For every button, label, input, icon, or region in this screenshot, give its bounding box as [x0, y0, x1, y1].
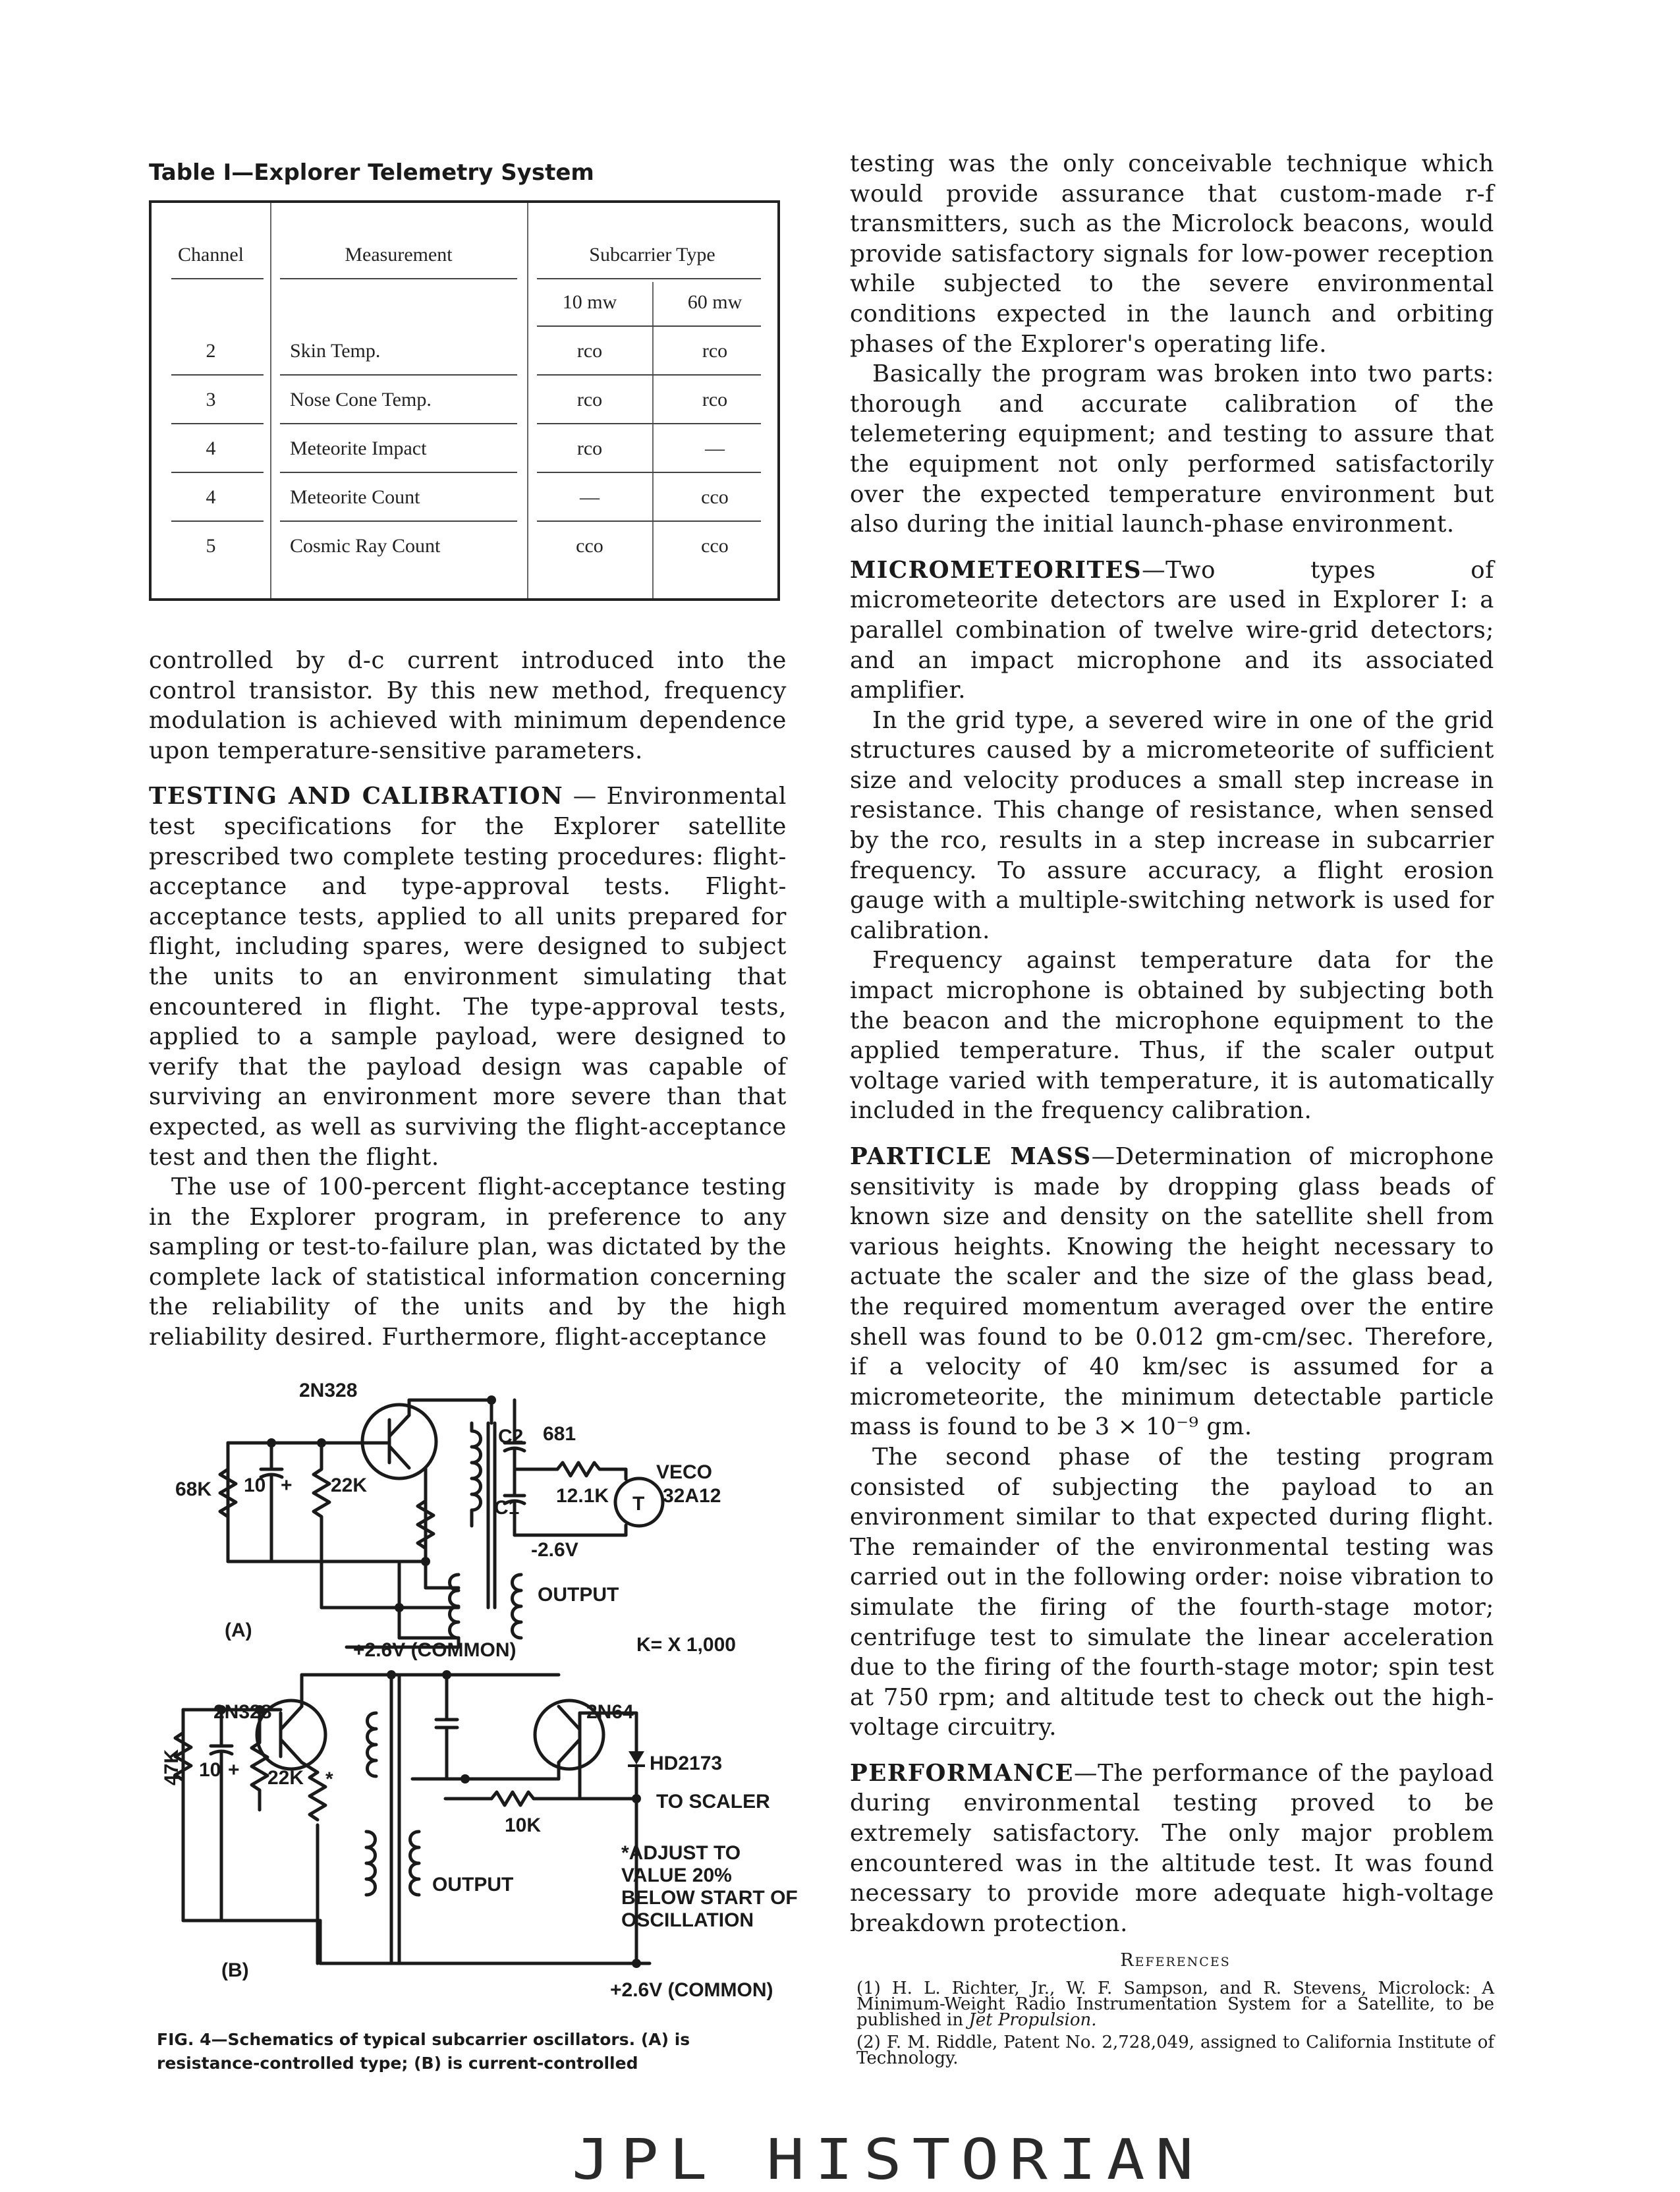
paragraph: TESTING AND CALIBRATION — Environmental test specifications for the Explorer satellite prescribed two complete testing procedures: flight-acceptance and type-approval tests. Flight-acceptance tests, applied to all units prepared for flight, including spares, were designed to subject the units to an environment simulating that encountered in flight. The type-approval tests, applied to a sample payload, were designed to verify that the payload design was capable of surviving an environment more severe than that expected, as well as surviving the flight-acceptance test and then the flight.	[149, 783, 787, 1171]
table-cell-channel: 4	[206, 437, 216, 459]
reference-item: (1) H. L. Richter, Jr., W. F. Sampson, and R. Stevens, Microlock: A Minimum-Weight Radio Instrumentation System for a Satellite, to be published in Jet Propulsion.	[856, 1979, 1494, 2030]
label-c1: C1	[494, 1497, 520, 1519]
label-10k: 10K	[505, 1814, 542, 1836]
label-2n64: 2N64	[586, 1701, 634, 1723]
table-cell-10mw: rco	[576, 340, 603, 362]
table-cell-10mw: rco	[576, 389, 603, 410]
label-22k-b: 22K	[267, 1767, 304, 1789]
table-cell-channel: 4	[206, 486, 216, 508]
table-cell-60mw: rco	[702, 389, 728, 410]
section-heading: MICROMETEORITES	[850, 556, 1142, 584]
label-to-scaler: TO SCALER	[656, 1791, 770, 1813]
table-cell-10mw: rco	[576, 437, 603, 459]
label-c2: C2	[498, 1426, 524, 1447]
table-cell-channel: 3	[206, 389, 216, 410]
label-neg-2-6v: -2.6V	[531, 1539, 578, 1561]
label-plus-b: +	[228, 1759, 240, 1781]
label-hd2173: HD2173	[650, 1753, 723, 1774]
label-output-b: OUTPUT	[432, 1874, 514, 1896]
table-cell-measurement: Cosmic Ray Count	[290, 535, 441, 557]
paragraph: In the grid type, a severed wire in one of the grid structures caused by a micrometeorite of sufficient size and velocity produces a small step increase in resistance. This change of resistance, when sensed by the rco, results in a step increase in subcarrier frequency. To assure accuracy, a flight erosion gauge with a multiple-switching network is used for calibration.	[850, 706, 1494, 944]
table-cell-measurement: Meteorite Count	[290, 486, 420, 508]
label-2n328-a: 2N328	[299, 1380, 358, 1401]
label-output-a: OUTPUT	[538, 1584, 619, 1606]
paragraph: The second phase of the testing program consisted of subjecting the payload to an environment similar to that expected during flight. The remainder of the environmental testing was carried out in the following order: noise vibration to simulate the firing of the fourth-stage motor; centrifuge test to simulate the linear acceleration due to the firing of the fourth-stage motor; spin test at 750 rpm; and altitude test to check out the high-voltage circuitry.	[850, 1443, 1494, 1741]
historian-stamp: JPL HISTORIAN	[572, 2127, 1204, 2192]
table-header-subcarrier: Subcarrier Type	[589, 244, 715, 266]
telemetry-table	[149, 200, 780, 601]
label-adjust-note: VALUE 20%	[621, 1865, 732, 1886]
label-10-b: 10	[199, 1759, 221, 1781]
table-cell-10mw: cco	[576, 535, 603, 557]
table-cell-channel: 5	[206, 535, 216, 557]
table-cell-channel: 2	[206, 340, 216, 362]
label-veco: VECO	[656, 1461, 713, 1483]
label-common-b: +2.6V (COMMON)	[610, 1979, 773, 2001]
references-title: References	[1120, 1950, 1231, 1971]
table-cell-measurement: Nose Cone Temp.	[290, 389, 432, 410]
paragraph: MICROMETEORITES—Two types of micrometeorite detectors are used in Explorer I: a parallel combination of twelve wire-grid detectors; and an impact microphone and its associated amplifier.	[850, 556, 1494, 704]
label-a: (A)	[225, 1619, 252, 1641]
table-header-measurement: Measurement	[345, 244, 453, 266]
paragraph: testing was the only conceivable technique which would provide assurance that custom-made r-f transmitters, such as the Microlock beacons, would provide satisfactory signals for low-power reception while subjected to the severe environmental conditions expected in the launch and orbiting phases of the Explorer's operating life.	[850, 150, 1494, 358]
label-k-note: K= X 1,000	[636, 1634, 736, 1656]
label-12-1k: 12.1K	[556, 1485, 609, 1507]
label-adjust-note: *ADJUST TO	[621, 1842, 741, 1864]
label-2n328-b: 2N328	[213, 1701, 272, 1723]
paragraph: Basically the program was broken into two parts: thorough and accurate calibration of the telemetering equipment; and testing to assure that the equipment not only performed satisfactorily over the expected temperature environment but also during the initial launch-phase environment.	[850, 360, 1494, 538]
table-header-60mw: 60 mw	[687, 291, 742, 313]
label-plus-a: +	[281, 1475, 293, 1496]
table-header-channel: Channel	[178, 244, 244, 266]
table-header-10mw: 10 mw	[562, 291, 617, 313]
label-10-a: 10	[244, 1475, 266, 1496]
section-heading: PERFORMANCE	[850, 1759, 1074, 1787]
left-column	[149, 646, 787, 1353]
table-cell-60mw: cco	[701, 486, 729, 508]
label-681: 681	[543, 1423, 576, 1445]
table-cell-measurement: Meteorite Impact	[290, 437, 427, 459]
paragraph: controlled by d-c current introduced into the control transistor. By this new method, frequency modulation is achieved with minimum dependence upon temperature-sensitive parameters.	[149, 647, 787, 764]
right-column	[850, 149, 1494, 1938]
schematic-figure	[149, 1370, 808, 2016]
paragraph: PERFORMANCE—The performance of the payload during environmental testing proved to be extremely satisfactory. The only major problem encountered was in the altitude test. It was found necessary to provide more adequate high-voltage breakdown protection.	[850, 1759, 1494, 1937]
label-32a12: 32A12	[663, 1485, 721, 1507]
label-b: (B)	[221, 1959, 249, 1981]
label-adjust-note: OSCILLATION	[621, 1909, 754, 1931]
label-68k: 68K	[175, 1478, 212, 1500]
table-caption: Table I—Explorer Telemetry System	[149, 159, 594, 186]
table-cell-60mw: cco	[701, 535, 729, 557]
figure-caption: FIG. 4—Schematics of typical subcarrier oscillators. (A) is resistance-controlled type; (B) is current-controlled	[157, 2030, 690, 2073]
reference-item: (2) F. M. Riddle, Patent No. 2,728,049, assigned to California Institute of Technology.	[856, 2033, 1494, 2068]
table-cell-60mw: —	[705, 437, 725, 459]
label-22k-a: 22K	[331, 1475, 368, 1496]
table-cell-60mw: rco	[702, 340, 728, 362]
label-star: *	[325, 1768, 333, 1790]
label-47k: 47K	[161, 1749, 182, 1785]
section-heading: TESTING AND CALIBRATION	[149, 783, 564, 810]
section-heading: PARTICLE MASS	[850, 1143, 1092, 1170]
paragraph: Frequency against temperature data for the impact microphone is obtained by subjecting both the beacon and the microphone equipment to the applied temperature. Thus, if the scaler output voltage varied with temperature, it is automatically included in the frequency calibration.	[850, 947, 1494, 1125]
label-adjust-note: BELOW START OF	[621, 1887, 798, 1909]
label-common-a: +2.6V (COMMON)	[353, 1639, 517, 1661]
paragraph: The use of 100-percent flight-acceptance testing in the Explorer program, in preference to any sampling or test-to-failure plan, was dictated by the complete lack of statistical information concerning the reliability of the units and by the high reliability desired. Furthermore, flight-acceptance	[149, 1173, 787, 1351]
paragraph: PARTICLE MASS—Determination of microphone sensitivity is made by dropping glass beads of known size and density on the satellite shell from various heights. Knowing the height necessary to actuate the scaler and the size of the glass bead, the required momentum averaged over the entire shell was found to be 0.012 gm-cm/sec. Therefore, if a velocity of 40 km/sec is assumed for a micrometeorite, the minimum detectable particle mass is found to be 3 × 10⁻⁹ gm.	[850, 1143, 1494, 1441]
label-thermistor: T	[632, 1493, 645, 1515]
table-cell-10mw: —	[580, 486, 600, 508]
table-cell-measurement: Skin Temp.	[290, 340, 381, 362]
